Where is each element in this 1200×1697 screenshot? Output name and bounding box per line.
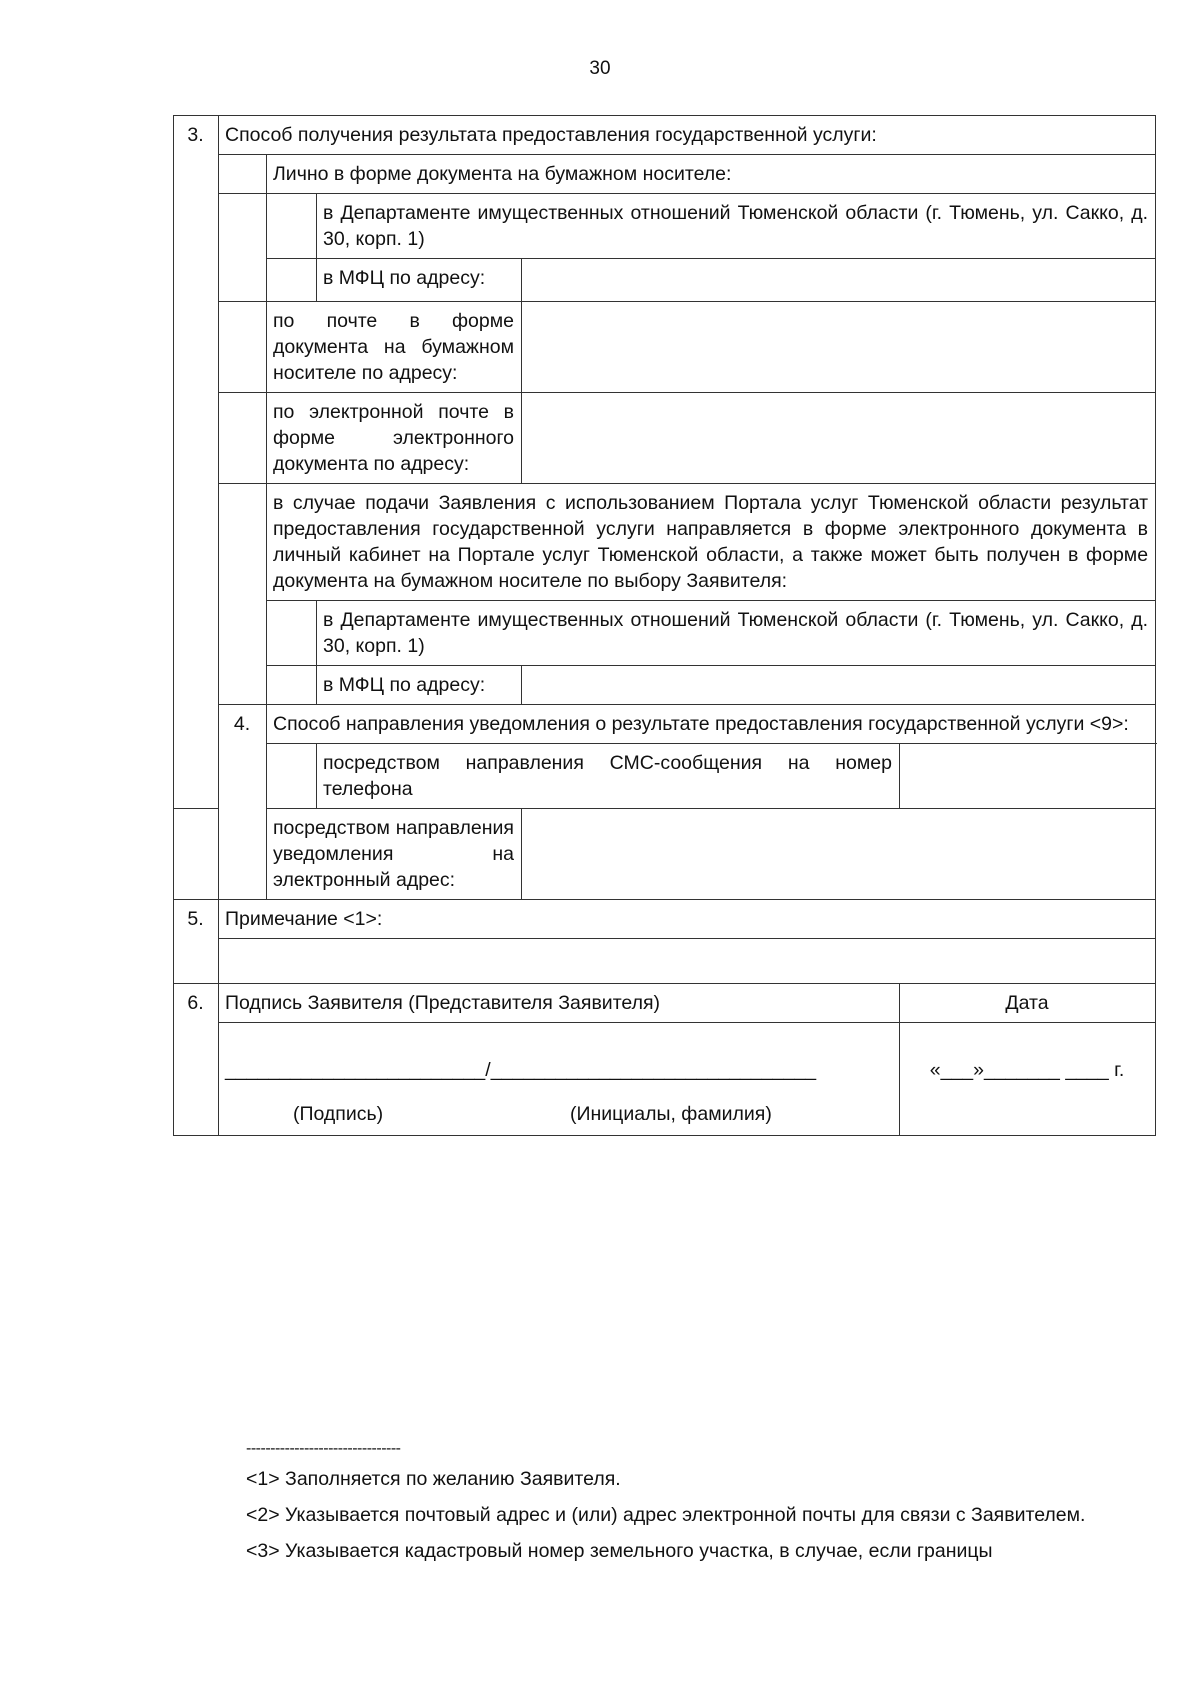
checkbox-cell[interactable] bbox=[267, 194, 317, 259]
section-3-title: Способ получения результата предоставления государственной услуги: bbox=[219, 116, 1156, 155]
email-option-label: по электронной почте в форме электронного документа по адресу: bbox=[267, 393, 522, 484]
section-5-row bbox=[174, 900, 1156, 939]
date-field[interactable] bbox=[900, 1023, 1156, 1136]
section-6-title: Подпись Заявителя (Представителя Заявителя) bbox=[219, 984, 900, 1023]
department-option-label: в Департаменте имущественных отношений Тюменской области (г. Тюмень, ул. Сакко, д. 30, корп. 1) bbox=[317, 194, 1156, 259]
section-4-row bbox=[174, 705, 1156, 744]
mfc-address-field-2[interactable] bbox=[522, 666, 1156, 705]
note-field[interactable] bbox=[219, 939, 1156, 984]
checkbox-cell[interactable] bbox=[267, 259, 317, 302]
date-header: Дата bbox=[900, 984, 1156, 1023]
section-3-row bbox=[174, 116, 1156, 155]
mfc-option-label: в МФЦ по адресу: bbox=[317, 259, 522, 302]
section-4-number: 4. bbox=[219, 705, 267, 900]
mfc-address-field[interactable] bbox=[522, 259, 1156, 302]
footnote-1: <1> Заполняется по желанию Заявителя. bbox=[246, 1468, 621, 1490]
checkbox-cell[interactable] bbox=[219, 302, 267, 393]
footnotes bbox=[173, 1442, 1155, 1574]
email-notify-option-label: посредством направления уведомления на электронный адрес: bbox=[267, 809, 522, 900]
checkbox-cell[interactable] bbox=[267, 601, 317, 666]
notify-email-field[interactable] bbox=[522, 809, 1156, 900]
date-line: «___»_______ ____ г. bbox=[929, 1059, 1125, 1081]
signature-line: ________________________/______________________________ bbox=[225, 1059, 817, 1081]
checkbox-cell[interactable] bbox=[267, 744, 317, 809]
signature-caption: (Подпись) bbox=[293, 1103, 384, 1125]
section-6-number: 6. bbox=[174, 984, 219, 1136]
spacer-cell bbox=[219, 194, 267, 302]
checkbox-cell[interactable] bbox=[219, 393, 267, 484]
portal-option-text: в случае подачи Заявления с использованием Портала услуг Тюменской области результат предоставления государственной услуги направляется в форме электронного документа в личный кабинет на Портале услуг Тюменской области, а также может быть получен в форме документа на бумажном носителе по выбору Заявителя: bbox=[267, 484, 1156, 601]
footnote-2: <2> Указывается почтовый адрес и (или) адрес электронной почты для связи с Заявителем. bbox=[246, 1504, 1086, 1526]
section-5-number: 5. bbox=[174, 900, 219, 984]
checkbox-cell[interactable] bbox=[219, 484, 267, 705]
section-5-title: Примечание <1>: bbox=[219, 900, 1156, 939]
footnote-separator: -------------------------------- bbox=[246, 1440, 401, 1457]
section-3-number: 3. bbox=[174, 116, 219, 809]
personal-option-label: Лично в форме документа на бумажном носителе: bbox=[267, 155, 1156, 194]
mail-address-field[interactable] bbox=[522, 302, 1156, 393]
section-6-row bbox=[174, 984, 1156, 1023]
mail-option-label: по почте в форме документа на бумажном носителе по адресу: bbox=[267, 302, 522, 393]
signature-field[interactable] bbox=[219, 1023, 900, 1136]
page-number: 30 bbox=[589, 58, 611, 79]
application-form-table bbox=[173, 115, 1156, 1136]
checkbox-cell[interactable] bbox=[174, 809, 219, 900]
mfc-option-label-2: в МФЦ по адресу: bbox=[317, 666, 522, 705]
phone-number-field[interactable] bbox=[900, 744, 1156, 809]
checkbox-cell[interactable] bbox=[267, 666, 317, 705]
department-option-label-2: в Департаменте имущественных отношений Тюменской области (г. Тюмень, ул. Сакко, д. 30, корп. 1) bbox=[317, 601, 1156, 666]
section-4-title: Способ направления уведомления о результате предоставления государственной услуги <9>: bbox=[267, 705, 1156, 744]
sms-option-label: посредством направления СМС-сообщения на номер телефона bbox=[317, 744, 900, 809]
name-caption: (Инициалы, фамилия) bbox=[570, 1103, 772, 1125]
email-address-field[interactable] bbox=[522, 393, 1156, 484]
checkbox-cell[interactable] bbox=[219, 155, 267, 194]
footnote-3: <3> Указывается кадастровый номер земельного участка, в случае, если границы bbox=[246, 1540, 993, 1562]
